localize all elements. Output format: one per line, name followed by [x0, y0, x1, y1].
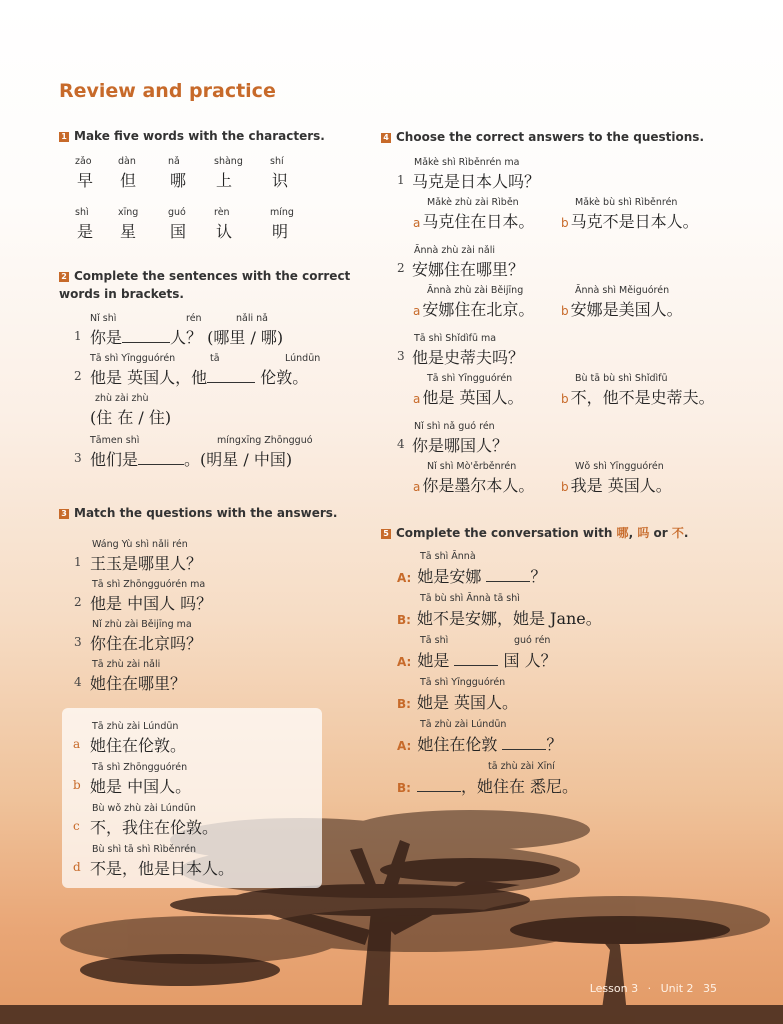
ex3-question: 你住在北京吗？ [90, 634, 203, 653]
ex4-option-b: b 马克不是日本人。 [561, 212, 699, 231]
ex1-character: 但 [120, 171, 137, 190]
ex5-line3: A: 她是 国 人？ [397, 651, 557, 670]
word-bu: 不 [671, 526, 684, 540]
exercise-2-instruction: Complete the sentences with the correct words in brackets. [59, 269, 351, 301]
ex4-question-number: 4 [397, 437, 405, 451]
ex2-item2-pinyin-2: tā [210, 353, 220, 364]
ex3-answer-letter: c [73, 819, 80, 833]
ex2-item1-number: 1 [74, 329, 82, 343]
ex2-item2-pinyin-4: zhù zài zhù [95, 393, 149, 404]
ex1-pinyin: dàn [118, 156, 136, 167]
ex4-question-number: 2 [397, 261, 405, 275]
exercise-4-number: 4 [381, 133, 391, 143]
ex4-option-a-pinyin: Mǎkè zhù zài Rìběn [427, 197, 519, 208]
ex4-option-a-pinyin: Tā shì Yīngguórén [427, 373, 513, 384]
ex1-pinyin: shì [75, 207, 89, 218]
ex2-item1-pinyin-1: Nǐ shì [90, 313, 117, 324]
page-number: 35 [703, 982, 717, 995]
ex4-question-number: 1 [397, 173, 405, 187]
ex1-character: 明 [272, 222, 289, 241]
ex1-character: 早 [77, 171, 94, 190]
exercise-2-heading [59, 267, 359, 303]
exercise-3-number: 3 [59, 509, 69, 519]
exercise-3-instruction: Match the questions with the answers. [74, 506, 338, 520]
ex3-question-number: 1 [74, 555, 82, 569]
ex4-option-a: a 你是墨尔本人。 [413, 476, 535, 495]
ex2-item1-pinyin-2: rén [186, 313, 202, 324]
ex3-question-pinyin: Tā zhù zài nǎli [92, 659, 161, 670]
ex3-answer: 她住在伦敦。 [90, 736, 187, 755]
word-ma: 吗 [637, 526, 650, 540]
ex1-pinyin: xīng [118, 207, 139, 218]
ex5-line2-pinyin: Tā bù shì Ānnà tā shì [420, 593, 520, 604]
ex5-line6-pinyin: tā zhù zài Xīní [488, 761, 555, 772]
ex3-answer-pinyin: Bù wǒ zhù zài Lúndūn [92, 803, 196, 814]
ex4-option-b: b 安娜是美国人。 [561, 300, 683, 319]
ex4-option-b: b 不，他不是史蒂夫。 [561, 388, 715, 407]
ex2-item2-pinyin-3: Lúndūn [285, 353, 321, 364]
ex5-line5: A: 她住在伦敦 ？ [397, 735, 563, 754]
ex5-line3-pinyin: Tā shì [420, 635, 449, 646]
word-na: 哪 [616, 526, 629, 540]
ex1-pinyin: míng [270, 207, 294, 218]
exercise-2-number: 2 [59, 272, 69, 282]
ex4-question-pinyin: Nǐ shì nǎ guó rén [414, 421, 495, 432]
ex4-question-pinyin: Ānnà zhù zài nǎli [414, 245, 496, 256]
ex2-item3-number: 3 [74, 451, 82, 465]
ex3-answer: 不，我住在伦敦。 [90, 818, 219, 837]
ex3-question: 他是 中国人 吗？ [90, 594, 213, 613]
ex3-question-pinyin: Tā shì Zhōngguórén ma [92, 579, 206, 590]
ex3-answer-pinyin: Tā zhù zài Lúndūn [92, 721, 179, 732]
footer-unit: Unit 2 [660, 982, 694, 995]
page-footer: Lesson 3 · Unit 2 35 [589, 982, 717, 995]
ex3-question: 王玉是哪里人？ [90, 554, 203, 573]
ex4-option-a: a 安娜住在北京。 [413, 300, 535, 319]
ex3-answer-letter: b [73, 778, 81, 792]
ex4-option-b-pinyin: Wǒ shì Yīngguórén [575, 461, 664, 472]
ex4-option-a-pinyin: Ānnà zhù zài Běijīng [427, 285, 524, 296]
ex1-character: 哪 [170, 171, 187, 190]
ex4-question: 你是哪国人？ [412, 436, 509, 455]
ex3-question-pinyin: Wáng Yù shì nǎli rén [92, 539, 188, 550]
ex4-option-b-pinyin: Mǎkè bù shì Rìběnrén [575, 197, 678, 208]
ex2-item2-number: 2 [74, 369, 82, 383]
ex4-question: 他是史蒂夫吗？ [412, 348, 525, 367]
ex2-item3-pinyin-2: míngxīng Zhōngguó [217, 435, 313, 446]
ex4-option-a: a 他是 英国人。 [413, 388, 524, 407]
ex3-answer-pinyin: Bù shì tā shì Rìběnrén [92, 844, 197, 855]
exercise-5-instruction: Complete the conversation with [396, 526, 617, 540]
ex5-line1: A: 她是安娜 ？ [397, 567, 547, 586]
exercise-4-instruction: Choose the correct answers to the questions. [396, 130, 705, 144]
ex4-question-pinyin: Mǎkè shì Rìběnrén ma [414, 157, 520, 168]
ex3-question: 她住在哪里？ [90, 674, 187, 693]
exercise-4-heading [381, 128, 704, 146]
ex1-pinyin: nǎ [168, 156, 180, 167]
ex1-character: 星 [120, 222, 137, 241]
ex1-character: 国 [170, 222, 187, 241]
ex4-option-a-pinyin: Nǐ shì Mò'ěrběnrén [427, 461, 517, 472]
ex4-question: 马克是日本人吗？ [412, 172, 541, 191]
ex5-line3-pinyin-2: guó rén [514, 635, 551, 646]
ex3-answer: 不是，他是日本人。 [90, 859, 235, 878]
ex3-answer-letter: a [73, 737, 81, 751]
ex1-character: 识 [272, 171, 289, 190]
ex2-item2-sentence: 他是 英国人，他 伦敦。 [90, 368, 309, 387]
ex3-question-number: 2 [74, 595, 82, 609]
ex2-item1-sentence: 你是 人？ (哪里 / 哪) [90, 328, 284, 347]
ex1-pinyin: guó [168, 207, 186, 218]
ex2-item3-sentence: 他们是 。(明星 / 中国) [90, 450, 293, 469]
exercise-5-heading: 5 Complete the conversation with 哪, 吗 or 不. [381, 524, 688, 542]
ex4-question-number: 3 [397, 349, 405, 363]
ex1-pinyin: shàng [214, 156, 243, 167]
ex5-line5-pinyin: Tā zhù zài Lúndūn [420, 719, 507, 730]
ex2-item3-pinyin-1: Tāmen shì [90, 435, 140, 446]
ex2-item1-pinyin-3: nǎli nǎ [236, 313, 268, 324]
ex3-question-number: 3 [74, 635, 82, 649]
exercise-3-heading [59, 504, 337, 522]
ex5-line6: B: ，她住在 悉尼。 [397, 777, 579, 796]
ex1-pinyin: shí [270, 156, 284, 167]
ex4-option-b-pinyin: Ānnà shì Měiguórén [575, 285, 670, 296]
ex3-answer: 她是 中国人。 [90, 777, 192, 796]
exercise-1-heading [59, 127, 325, 145]
exercise-1-number: 1 [59, 132, 69, 142]
ex2-item2-options: (住 在 / 住) [90, 408, 172, 427]
ex1-pinyin: rèn [214, 207, 230, 218]
ex1-character: 上 [216, 171, 233, 190]
ex4-question-pinyin: Tā shì Shǐdìfū ma [414, 333, 497, 344]
ex2-item2-pinyin-1: Tā shì Yīngguórén [90, 353, 176, 364]
ex3-answer-letter: d [73, 860, 81, 874]
ex5-line4: B: 她是 英国人。 [397, 693, 519, 712]
ex3-question-pinyin: Nǐ zhù zài Běijīng ma [92, 619, 192, 630]
ex1-pinyin: zǎo [75, 156, 92, 167]
ex5-line1-pinyin: Tā shì Ānnà [420, 551, 476, 562]
ex4-option-b: b 我是 英国人。 [561, 476, 672, 495]
ex5-line4-pinyin: Tā shì Yīngguórén [420, 677, 506, 688]
ex1-character: 是 [77, 222, 94, 241]
ex1-character: 认 [216, 222, 233, 241]
ex3-question-number: 4 [74, 675, 82, 689]
page-title: Review and practice [59, 80, 276, 102]
ex3-answer-pinyin: Tā shì Zhōngguórén [92, 762, 188, 773]
ex4-option-b-pinyin: Bù tā bù shì Shǐdìfū [575, 373, 668, 384]
ex4-option-a: a 马克住在日本。 [413, 212, 535, 231]
exercise-1-instruction: Make five words with the characters. [74, 129, 325, 143]
footer-lesson: Lesson 3 [589, 982, 639, 995]
exercise-5-number: 5 [381, 529, 391, 539]
ex5-line2: B: 她不是安娜，她是 Jane。 [397, 609, 602, 628]
ex4-question: 安娜住在哪里？ [412, 260, 525, 279]
